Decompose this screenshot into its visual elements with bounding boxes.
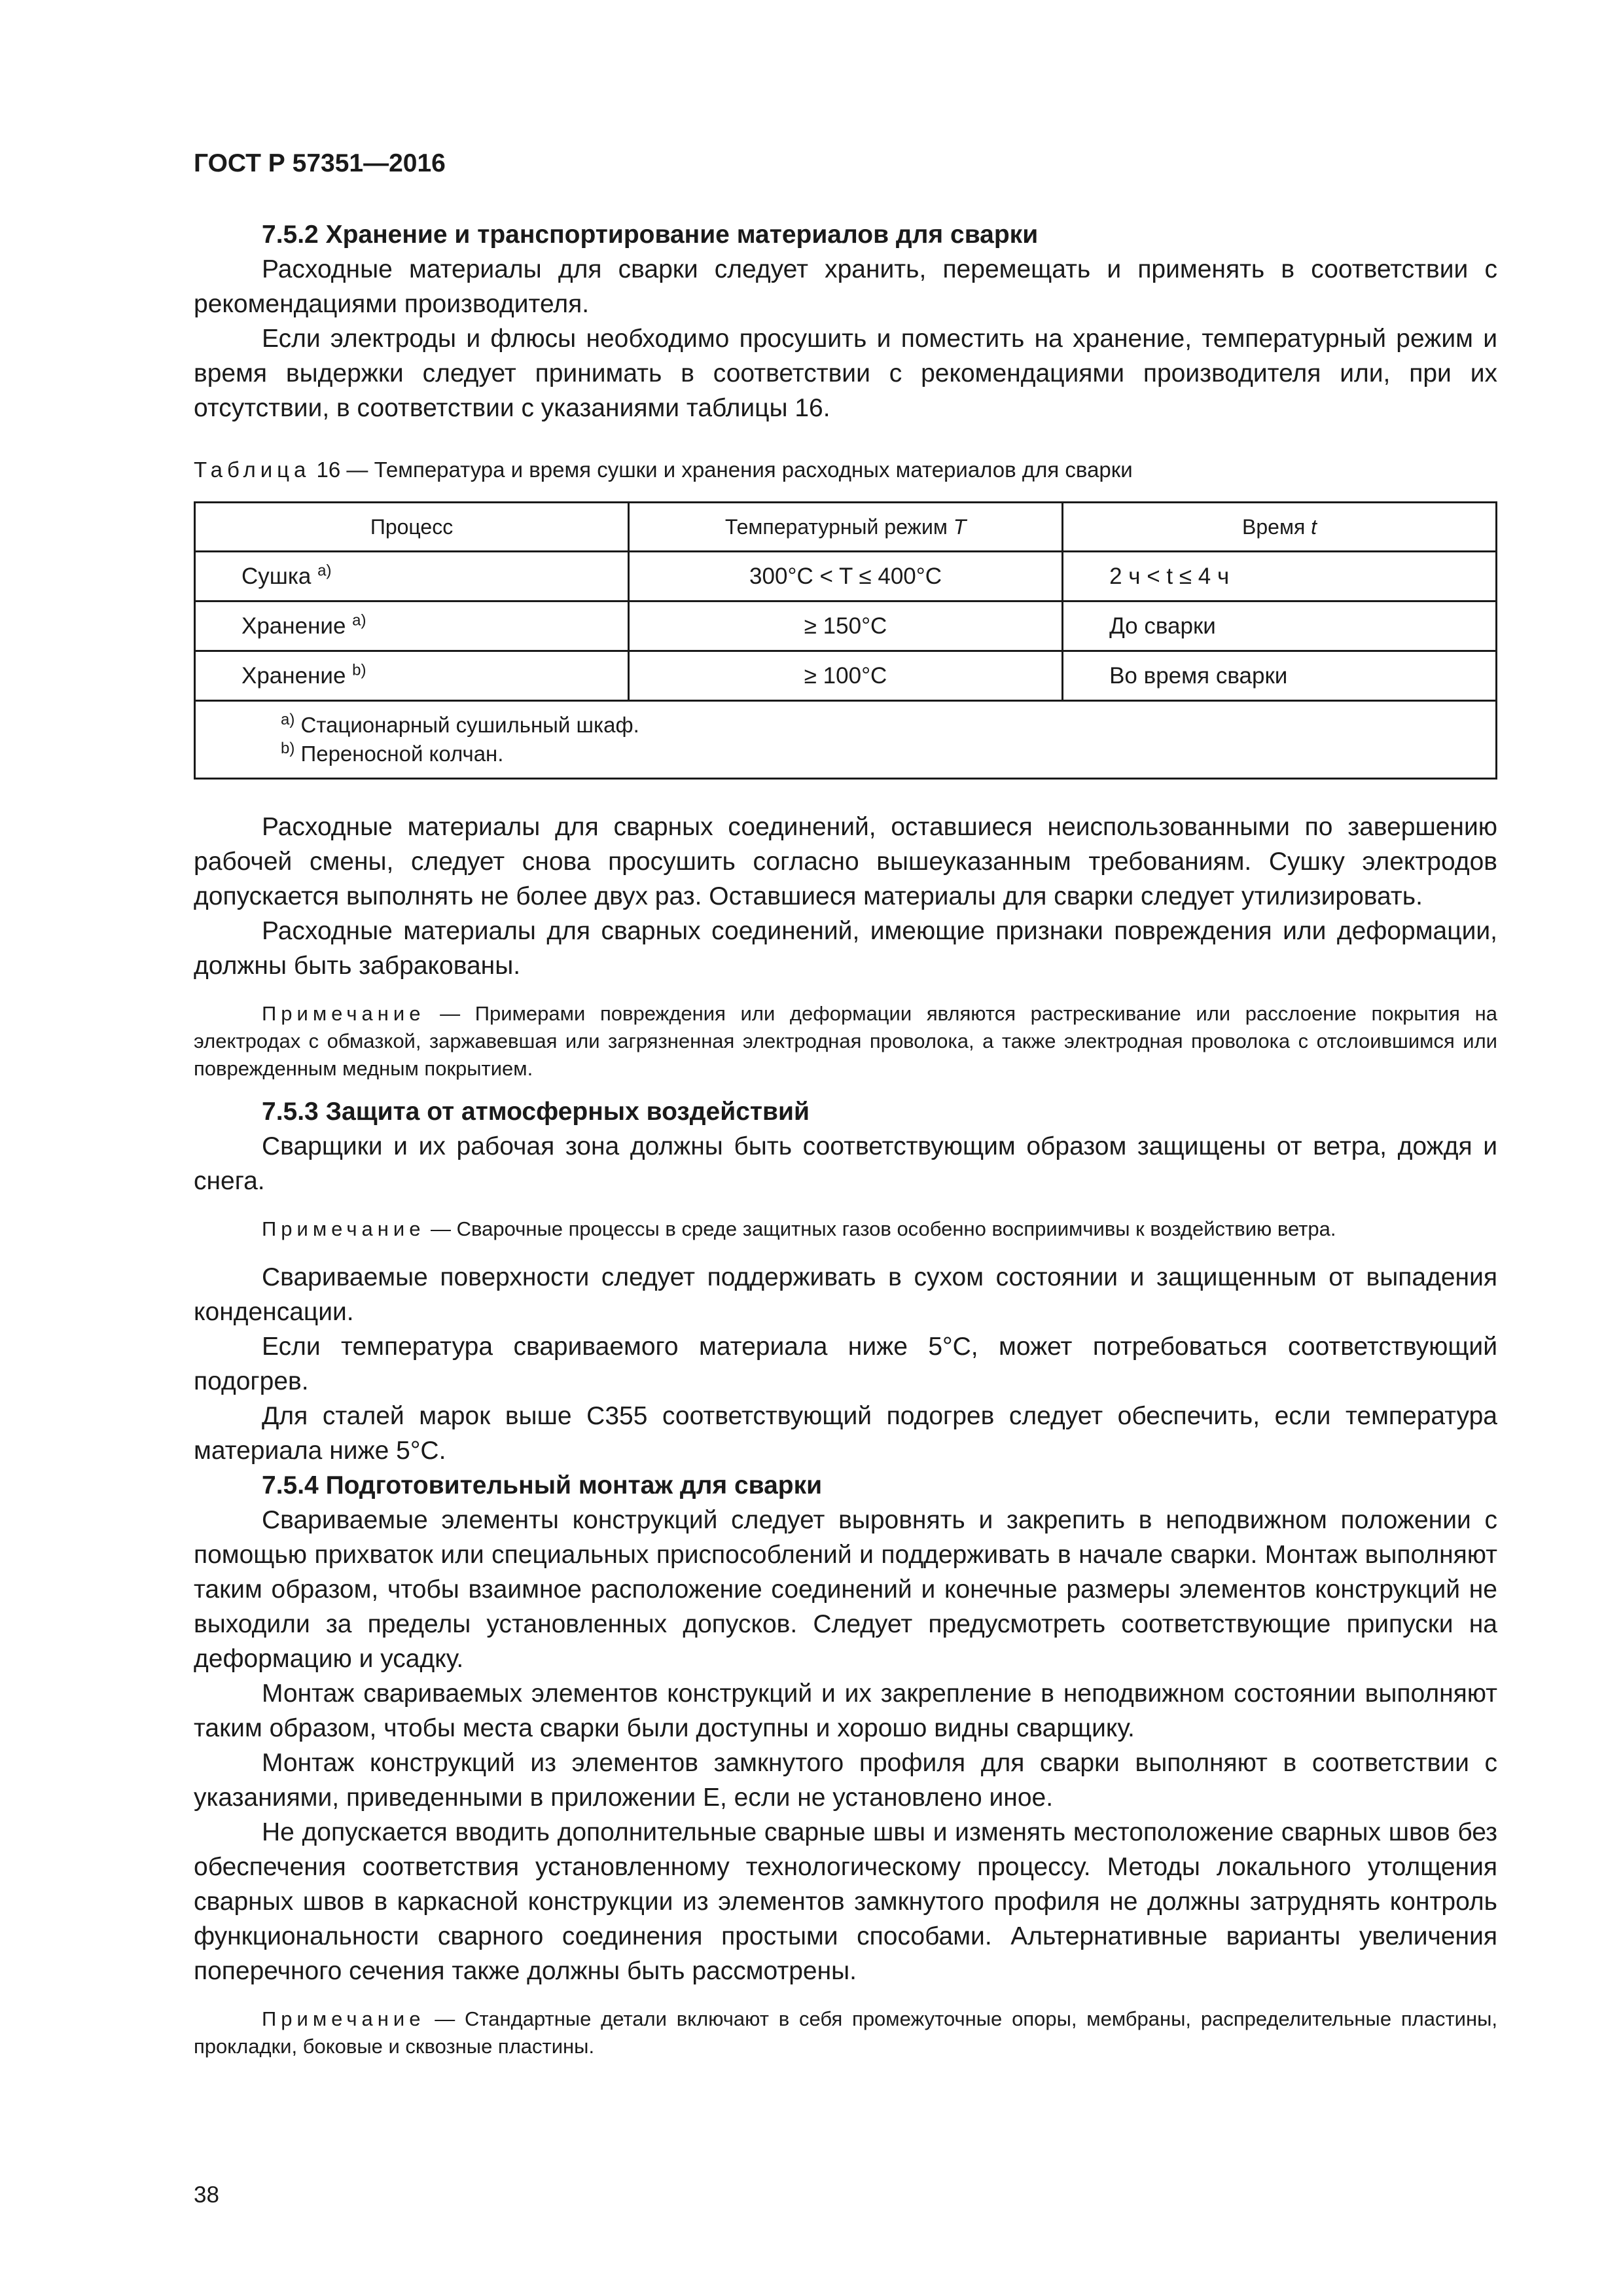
header-time: Время t [1063, 503, 1497, 552]
paragraph: Сварщики и их рабочая зона должны быть соответствующим образом защищены от ветра, дождя и снега. [194, 1132, 1497, 1195]
footnote-mark: b) [352, 660, 366, 679]
table-footnotes-row [195, 701, 1497, 779]
table-caption [194, 456, 1497, 484]
footnote-mark: a) [317, 561, 332, 579]
table-footnotes [195, 701, 1497, 779]
cell-temperature: ≥ 150°C [629, 601, 1063, 651]
cell-time: До сварки [1063, 601, 1497, 651]
note: Примечание — Примерами повреждения или деформации являются растрескивание или расслоение покрытия на электродах с обмазкой, заржавевшая или загрязненная электродная проволока, а также электродная проволока с отслоившимся или поврежденным медным покрытием. [194, 1002, 1497, 1080]
section-7-5-2-title: 7.5.2 Хранение и транспортирование материалов для сварки [262, 221, 1039, 249]
note-label: Примечание [262, 1002, 425, 1025]
paragraph: Если температура свариваемого материала ниже 5°C, может потребоваться соответствующий подогрев. [194, 1333, 1497, 1395]
footnote-mark: a) [352, 611, 366, 629]
cell-temperature: 300°C < T ≤ 400°C [629, 552, 1063, 601]
paragraph: Расходные материалы для сварных соединений, оставшиеся неиспользованными по завершению рабочей смены, следует снова просушить согласно вышеуказанным требованиям. Сушку электродов допускается выполнять не более двух раз. Оставшиеся материалы для сварки следует утилизировать. [194, 813, 1497, 910]
page-content [194, 217, 1497, 2060]
header-process: Процесс [195, 503, 629, 552]
cell-time: 2 ч < t ≤ 4 ч [1063, 552, 1497, 601]
note: Примечание — Стандартные детали включают в себя промежуточные опоры, мембраны, распределительные пластины, прокладки, боковые и сквозные пластины. [194, 2007, 1497, 2058]
paragraph: Расходные материалы для сварных соединений, имеющие признаки повреждения или деформации, должны быть забракованы. [194, 917, 1497, 980]
cell-process: Хранение $^{b)}$ [195, 651, 629, 701]
note: Примечание — Сварочные процессы в среде защитных газов особенно восприимчивы к воздействию ветра. [262, 1217, 1336, 1240]
table-row [195, 552, 1497, 601]
footnote: $^{b)}$ Переносной колчан. [281, 740, 504, 766]
section-7-5-4-title: 7.5.4 Подготовительный монтаж для сварки [262, 1471, 823, 1499]
paragraph: Монтаж свариваемых элементов конструкций и их закрепление в неподвижном состоянии выполняют таким образом, чтобы места сварки были доступны и хорошо видны сварщику. [194, 1679, 1497, 1742]
note-label: Примечание [262, 1217, 425, 1240]
paragraph: Монтаж конструкций из элементов замкнутого профиля для сварки выполняют в соответствии с указаниями, приведенными в приложении Е, если не установлено иное. [194, 1749, 1497, 1812]
paragraph: Если электроды и флюсы необходимо просушить и поместить на хранение, температурный режим и время выдержки следует принимать в соответствии с рекомендациями производителя или, при их отсутствии, в соответствии с указаниями таблицы 16. [194, 325, 1497, 422]
table-caption-label: Таблица [194, 457, 311, 482]
table-caption-text: 16 — Температура и время сушки и хранения расходных материалов для сварки [310, 457, 1133, 482]
paragraph: Для сталей марок выше C355 соответствующий подогрев следует обеспечить, если температура материала ниже 5°C. [194, 1402, 1497, 1465]
header-temperature: Температурный режим T [629, 503, 1063, 552]
table-row [195, 601, 1497, 651]
document-id: ГОСТ Р 57351—2016 [194, 149, 446, 177]
paragraph: Расходные материалы для сварки следует хранить, перемещать и применять в соответствии с рекомендациями производителя. [194, 255, 1497, 318]
page-number: 38 [194, 2182, 219, 2208]
paragraph: Не допускается вводить дополнительные сварные швы и изменять местоположение сварных швов без обеспечения соответствия установленному технологическому процессу. Методы локального утолщения сварных швов в каркасной конструкции из элементов замкнутого профиля не должны затруднять контроль функциональности сварного соединения простыми способами. Альтернативные варианты увеличения поперечного сечения также должны быть рассмотрены. [194, 1818, 1497, 1985]
cell-process: Сушка $^{a)}$ [195, 552, 629, 601]
note-label: Примечание [262, 2007, 425, 2030]
section-7-5-3-title: 7.5.3 Защита от атмосферных воздействий [262, 1098, 810, 1126]
footnote: $^{a)}$ Стационарный сушильный шкаф. [281, 711, 639, 737]
cell-temperature: ≥ 100°C [629, 651, 1063, 701]
paragraph: Свариваемые поверхности следует поддерживать в сухом состоянии и защищенным от выпадения конденсации. [194, 1263, 1497, 1326]
paragraph: Свариваемые элементы конструкций следует выровнять и закрепить в неподвижном положении с помощью прихваток или специальных приспособлений и поддерживать в начале сварки. Монтаж выполняют таким образом, чтобы взаимное расположение соединений и конечные размеры элементов конструкций не выходили за пределы установленных допусков. Следует предусмотреть соответствующие припуски на деформацию и усадку. [194, 1506, 1497, 1673]
table-16 [194, 501, 1497, 780]
table-header-row [195, 503, 1497, 552]
table-row [195, 651, 1497, 701]
cell-time: Во время сварки [1063, 651, 1497, 701]
cell-process: Хранение $^{a)}$ [195, 601, 629, 651]
